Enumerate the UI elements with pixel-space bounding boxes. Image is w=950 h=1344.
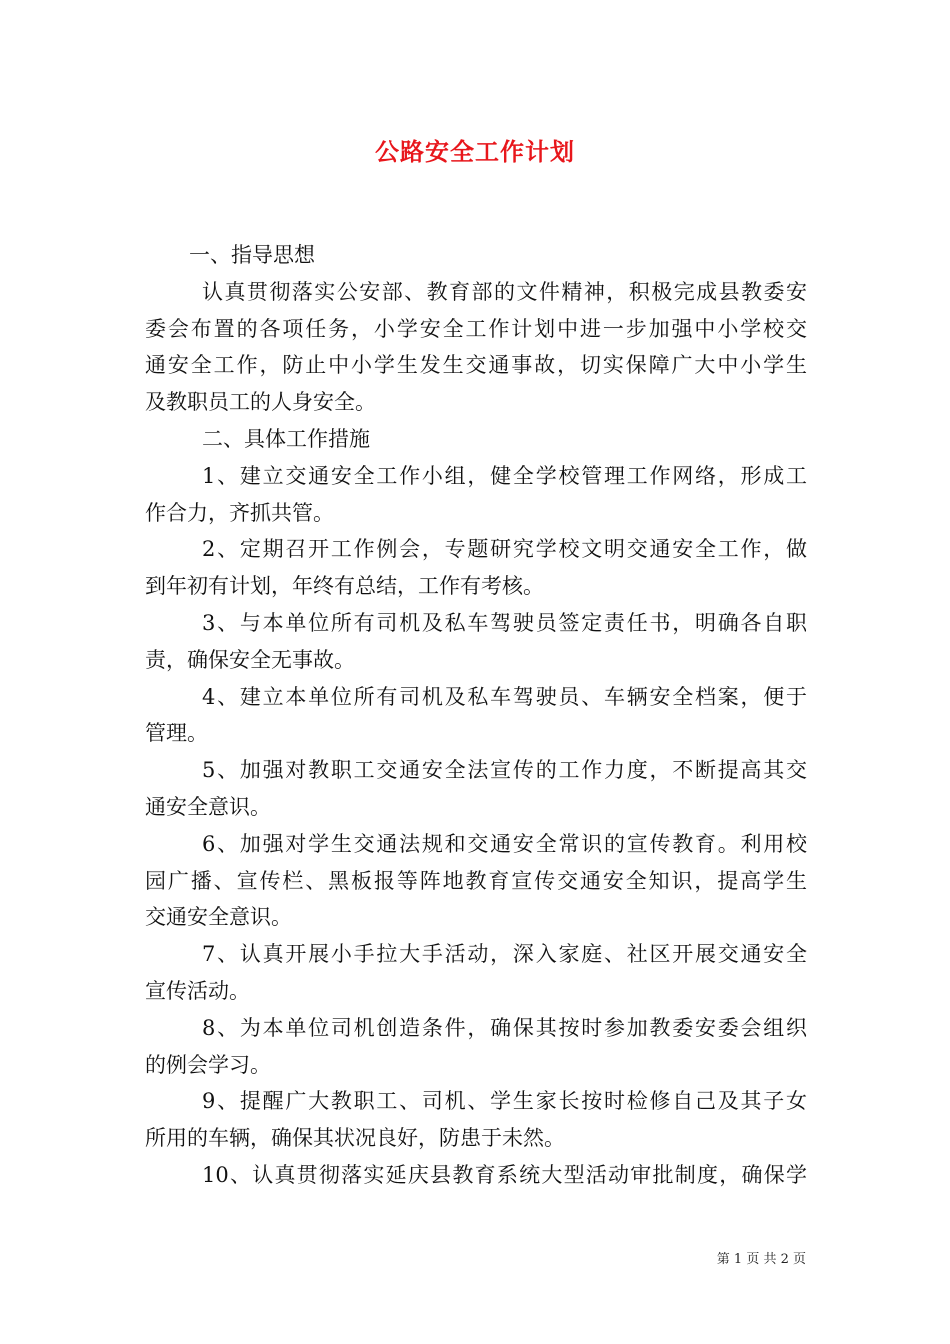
paragraph <box>145 1157 807 1194</box>
text-line: 9、提醒广大教职工、司机、学生家长按时检修自己及其子女 <box>202 1089 807 1114</box>
text-line: 交通安全意识。 <box>145 905 292 930</box>
text-line: 所用的车辆，确保其状况良好，防患于未然。 <box>145 1126 565 1151</box>
text-line: 2、定期召开工作例会，专题研究学校文明交通安全工作，做 <box>202 537 807 562</box>
text-line: 4、建立本单位所有司机及私车驾驶员、车辆安全档案，便于 <box>202 684 807 709</box>
text-line: 的例会学习。 <box>145 1052 271 1077</box>
paragraph <box>145 826 807 936</box>
paragraph <box>145 531 807 605</box>
paragraph <box>145 936 807 1010</box>
text-line: 园广播、宣传栏、黑板报等阵地教育宣传交通安全知识，提高学生 <box>145 868 807 893</box>
text-line: 7、认真开展小手拉大手活动，深入家庭、社区开展交通安全 <box>202 942 807 967</box>
text-line: 一、指导思想 <box>189 243 315 267</box>
text-line: 通安全工作，防止中小学生发生交通事故，切实保障广大中小学生 <box>145 353 807 378</box>
paragraph <box>145 1010 807 1084</box>
text-line: 10、认真贯彻落实延庆县教育系统大型活动审批制度，确保学 <box>202 1162 807 1187</box>
text-line: 通安全意识。 <box>145 794 271 819</box>
text-line: 及教职员工的人身安全。 <box>145 390 376 415</box>
paragraph <box>145 421 807 458</box>
text-line: 宣传活动。 <box>145 978 250 1003</box>
paragraph <box>145 605 807 679</box>
text-line: 管理。 <box>145 721 208 746</box>
text-line: 6、加强对学生交通法规和交通安全常识的宣传教育。利用校 <box>202 831 807 856</box>
text-line: 5、加强对教职工交通安全法宣传的工作力度，不断提高其交 <box>202 758 807 783</box>
text-line: 3、与本单位所有司机及私车驾驶员签定责任书，明确各自职 <box>202 610 807 635</box>
text-line: 责，确保安全无事故。 <box>145 647 355 672</box>
paragraph <box>145 1083 807 1157</box>
paragraph <box>145 752 807 826</box>
paragraph <box>145 237 807 274</box>
text-line: 委会布置的各项任务，小学安全工作计划中进一步加强中小学校交 <box>145 316 807 341</box>
paragraph <box>145 458 807 532</box>
document-title: 公路安全工作计划 <box>375 137 575 166</box>
page-number: 第 1 页 共 2 页 <box>716 1252 806 1267</box>
text-line: 二、具体工作措施 <box>202 426 370 451</box>
text-line: 1、建立交通安全工作小组，健全学校管理工作网络，形成工 <box>202 463 807 488</box>
document-body <box>145 237 807 1194</box>
paragraph <box>145 679 807 753</box>
paragraph <box>145 274 807 421</box>
text-line: 作合力，齐抓共管。 <box>145 500 334 525</box>
text-line: 8、为本单位司机创造条件，确保其按时参加教委安委会组织 <box>202 1015 807 1040</box>
text-line: 到年初有计划，年终有总结，工作有考核。 <box>145 574 544 599</box>
text-line: 认真贯彻落实公安部、教育部的文件精神，积极完成县教委安 <box>202 279 807 304</box>
